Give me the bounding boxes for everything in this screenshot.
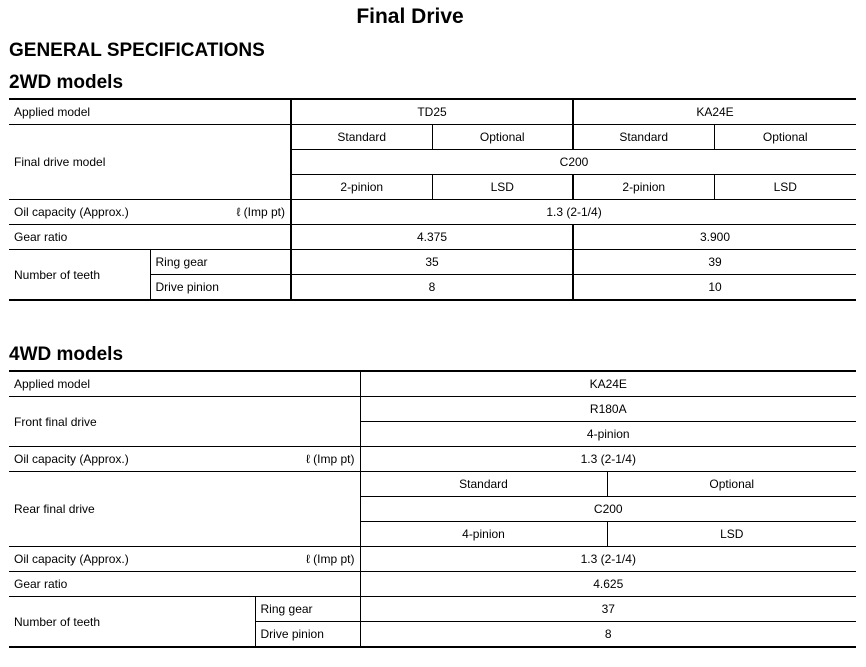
table-row [9, 99, 856, 125]
heading-2wd: 2WD models [9, 72, 124, 93]
oil-unit: ℓ (Imp pt) [236, 205, 285, 219]
pinion-cell: 2-pinion [291, 175, 432, 200]
oil-capacity-label: Oil capacity (Approx.) [14, 452, 129, 466]
applied-model-value: KA24E [360, 371, 856, 397]
oil-capacity-value: 1.3 (2-1/4) [291, 200, 856, 225]
table-row [9, 200, 856, 225]
table-4wd-specifications [9, 370, 856, 648]
table-row [9, 225, 856, 250]
rear-pinion-cell: 4-pinion [360, 522, 607, 547]
ring-gear-value: 37 [360, 597, 856, 622]
oil-capacity-label-cell [9, 547, 360, 572]
drive-pinion-value: 8 [291, 275, 573, 301]
gear-ratio-label: Gear ratio [9, 225, 291, 250]
table-row [9, 572, 856, 597]
table-row [9, 597, 856, 622]
table-row [9, 447, 856, 472]
number-of-teeth-label: Number of teeth [9, 250, 150, 301]
table-row [9, 250, 856, 275]
oil-capacity-label-cell [9, 200, 291, 225]
drive-pinion-label: Drive pinion [150, 275, 291, 301]
heading-4wd: 4WD models [9, 344, 124, 365]
drive-pinion-value: 10 [573, 275, 856, 301]
table-row [9, 397, 856, 422]
rear-final-drive-label: Rear final drive [9, 472, 360, 547]
oil-capacity-label: Oil capacity (Approx.) [14, 552, 129, 566]
gear-ratio-value: 3.900 [573, 225, 856, 250]
applied-model-label: Applied model [9, 371, 360, 397]
number-of-teeth-label: Number of teeth [9, 597, 255, 648]
variant-cell: Standard [573, 125, 714, 150]
rear-model-value: C200 [360, 497, 856, 522]
gear-ratio-label: Gear ratio [9, 572, 360, 597]
model-cell: KA24E [573, 99, 856, 125]
table-2wd-specifications [9, 98, 856, 301]
variant-cell: Optional [714, 125, 856, 150]
oil-capacity-label: Oil capacity (Approx.) [14, 205, 129, 219]
rear-variant-cell: Standard [360, 472, 607, 497]
final-drive-model-label: Final drive model [9, 125, 291, 200]
rear-variant-cell: Optional [607, 472, 856, 497]
table-row [9, 547, 856, 572]
table-row [9, 125, 856, 150]
pinion-cell: LSD [714, 175, 856, 200]
variant-cell: Standard [291, 125, 432, 150]
gear-ratio-value: 4.375 [291, 225, 573, 250]
drive-pinion-label: Drive pinion [255, 622, 360, 648]
rear-pinion-cell: LSD [607, 522, 856, 547]
table-row [9, 371, 856, 397]
final-drive-model-value: C200 [291, 150, 856, 175]
ring-gear-value: 35 [291, 250, 573, 275]
oil-unit: ℓ (Imp pt) [305, 452, 355, 466]
drive-pinion-value: 8 [360, 622, 856, 648]
oil-unit: ℓ (Imp pt) [305, 552, 355, 566]
variant-cell: Optional [432, 125, 573, 150]
gear-ratio-value: 4.625 [360, 572, 856, 597]
front-pinion-value: 4-pinion [360, 422, 856, 447]
front-oil-capacity-value: 1.3 (2-1/4) [360, 447, 856, 472]
ring-gear-value: 39 [573, 250, 856, 275]
front-model-value: R180A [360, 397, 856, 422]
table-row [9, 472, 856, 497]
page-title: Final Drive [356, 5, 464, 28]
ring-gear-label: Ring gear [255, 597, 360, 622]
applied-model-label: Applied model [9, 99, 291, 125]
model-cell: TD25 [291, 99, 573, 125]
oil-capacity-label-cell [9, 447, 360, 472]
pinion-cell: 2-pinion [573, 175, 714, 200]
section-title: GENERAL SPECIFICATIONS [9, 40, 265, 61]
front-final-drive-label: Front final drive [9, 397, 360, 447]
ring-gear-label: Ring gear [150, 250, 291, 275]
pinion-cell: LSD [432, 175, 573, 200]
rear-oil-capacity-value: 1.3 (2-1/4) [360, 547, 856, 572]
